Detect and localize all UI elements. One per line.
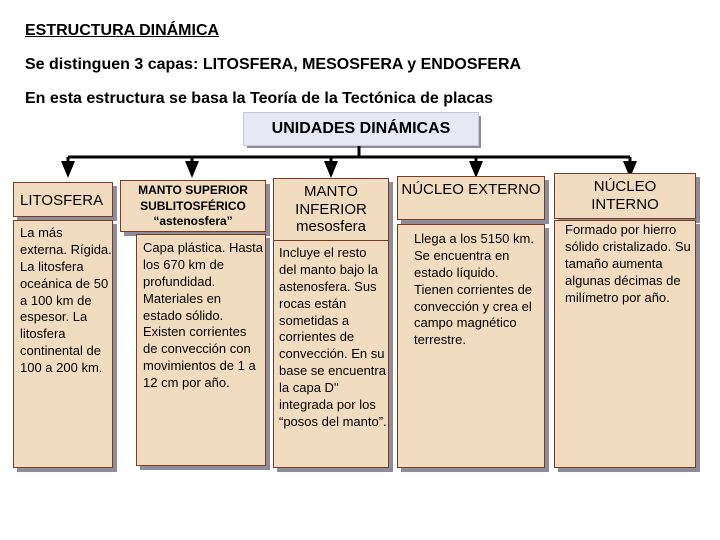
- manto-inferior-body: Incluye el resto del manto bajo la astenosfera. Sus rocas están sometidas a corrientes de convección. En su base se encuentra la capa D'' integrada por los “posos del manto”.: [279, 245, 387, 429]
- nucleo-interno-header-box: [554, 173, 696, 219]
- manto-superior-body: Capa plástica. Hasta los 670 km de profundidad. Materiales en estado sólido. Existen corrientes de convección con movimientos de 1 a 12 cm por año.: [143, 240, 263, 391]
- arrow-manto-inferior: [324, 161, 338, 178]
- title: ESTRUCTURA DINÁMICA: [25, 22, 220, 39]
- arrow-manto-superior: [185, 161, 199, 178]
- litosfera-header: LITOSFERA: [20, 192, 104, 209]
- subtitle-tectonics: En esta estructura se basa la Teoría de la Tectónica de placas: [25, 90, 494, 107]
- manto-inferior-body-box: [273, 240, 389, 468]
- manto-superior-body-box: [136, 234, 266, 466]
- units-label: UNIDADES DINÁMICAS: [271, 120, 451, 137]
- manto-inferior-header: MANTO INFERIOR mesosfera: [295, 183, 367, 236]
- subtitle-layers: Se distinguen 3 capas: LITOSFERA, MESOSFERA y ENDOSFERA: [25, 56, 522, 73]
- manto-inferior-header-box: [273, 178, 389, 242]
- litosfera-body: La más externa. Rígida. La litosfera oceánica de 50 a 100 km de espesor. La litosfera continental de 100 a 200 km.: [20, 225, 112, 376]
- arrow-litosfera: [61, 161, 75, 178]
- manto-superior-header-box: [120, 180, 266, 232]
- litosfera-header-box: [13, 182, 113, 217]
- nucleo-externo-body-box: [397, 224, 545, 468]
- nucleo-externo-body: Llega a los 5150 km. Se encuentra en estado líquido. Tienen corrientes de convección y crea el campo magnético terrestre.: [414, 231, 534, 348]
- nucleo-externo-header: NÚCLEO EXTERNO: [401, 181, 541, 198]
- litosfera-body-box: [13, 220, 113, 468]
- nucleo-externo-header-box: [397, 176, 545, 220]
- nucleo-interno-header: NÚCLEO INTERNO: [591, 178, 659, 213]
- manto-superior-header: MANTO SUPERIOR SUBLITOSFÉRICO “astenosfera”: [138, 183, 248, 229]
- nucleo-interno-body-box: [554, 220, 696, 468]
- nucleo-interno-body: Formado por hierro sólido cristalizado. Su tamaño aumenta algunas décimas de milímetro por año.: [565, 222, 691, 305]
